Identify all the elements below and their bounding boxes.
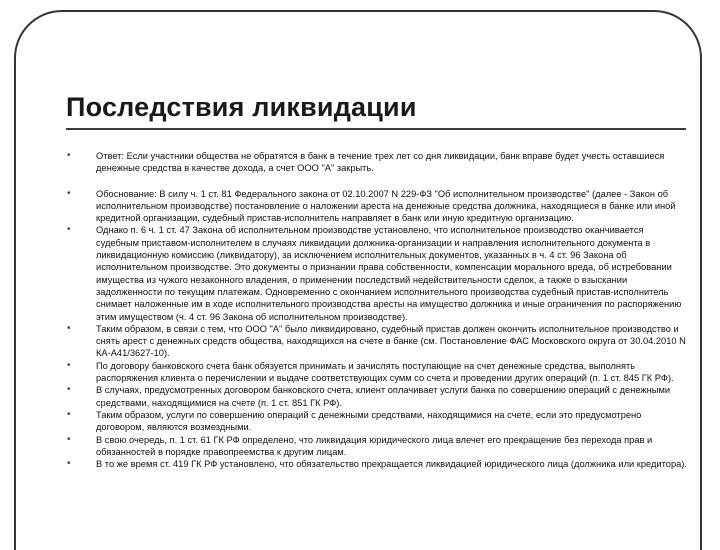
list-item-text: В то же время ст. 419 ГК РФ установлено, что обязательство прекращается ликвидацией юридического лица (должника или кредитора). [96,459,687,470]
list-item-text: Таким образом, в связи с тем, что ООО "А" было ликвидировано, судебный пристав должен окончить исполнительное производство и снять арест с денежных средств общества, находящихся на счете в банке (см. Постановление ФАС Московского округа от 30.04.2010 N КА-А41/3627-10). [96,323,686,359]
list-spacer [66,175,688,188]
bullet-icon: • [67,408,71,420]
bullet-icon: • [67,433,71,445]
list-item-text: Таким образом, услуги по совершению операций с денежными средствами, находящимися на счете, если это предусмотрено договором, являются возмездными. [96,409,642,433]
bullet-icon: • [67,384,71,396]
list-item-text: По договору банковского счета банк обязуется принимать и зачислять поступающие на счет денежные средства, выполнять распоряжения клиента о перечислении и выдаче соответствующих сумм со счета и проведении других операций (п. 1 ст. 845 ГК РФ). [96,360,674,384]
list-item [66,150,688,175]
list-item-text: Однако п. 6 ч. 1 ст. 47 Закона об исполнительном производстве установлено, что исполнительное производство оканчивается судебным приставом-исполнителем в случаях ликвидации должника-организации и направления исполнительного документа в ликвидационную комиссию (ликвидатору), за исключением исполнительных документов, указанных в ч. 4 ст. 96 Закона об исполнительном производстве. Это документы о признании права собственности, компенсации морального вреда, об истребовании имущества из чужого незаконного владения, о применении последствий недействительности сделок, а также о взыскании задолженности по текущим платежам. Одновременно с окончанием исполнительного производства судебный пристав-исполнитель снимает наложенные им в ходе исполнительного производства аресты на имущество должника и иные ограничения по распоряжению этим имуществом (ч. 4 ст. 96 Закона об исполнительном производстве). [96,225,682,322]
list-item [66,224,688,322]
list-item [66,323,688,360]
list-item [66,384,688,409]
list-item [66,188,688,225]
bullet-icon: • [67,322,71,334]
list-item [66,434,688,459]
page-title: Последствия ликвидации [66,92,417,122]
list-item-text: Ответ: Если участники общества не обратятся в банк в течение трех лет со дня ликвидации, банк вправе будет учесть оставшиеся денежные средства в качестве дохода, а счет ООО "А" закрыть. [96,151,665,174]
list-item [66,409,688,434]
list-item-text: В случаях, предусмотренных договором банковского счета, клиент оплачивает услуги банка по совершению операций с денежными средствами, находящимися на счете (п. 1 ст. 851 ГК РФ). [96,385,671,408]
title-divider [66,128,686,130]
bullet-icon: • [67,150,71,161]
list-item-text: В свою очередь, п. 1 ст. 61 ГК РФ определено, что ликвидация юридического лица влечет его прекращение без перехода прав и обязанностей в порядке правопреемства к другим лицам. [96,434,653,457]
list-item [66,458,688,470]
bullet-icon: • [67,224,71,236]
bullet-icon: • [67,187,71,199]
bullet-icon: • [67,458,71,470]
list-item [66,360,688,385]
bullet-icon: • [67,359,71,371]
bullet-list [66,150,688,470]
list-item-text: Обоснование: В силу ч. 1 ст. 81 Федерального закона от 02.10.2007 N 229-ФЗ "Об исполнительном производстве" (далее - Закон об исполнительном производстве) постановление о наложении ареста на денежные средства должника, находящиеся в банке или иной кредитной организации, судебный пристав-исполнитель направляет в банк или иную кредитную организацию. [96,188,676,224]
